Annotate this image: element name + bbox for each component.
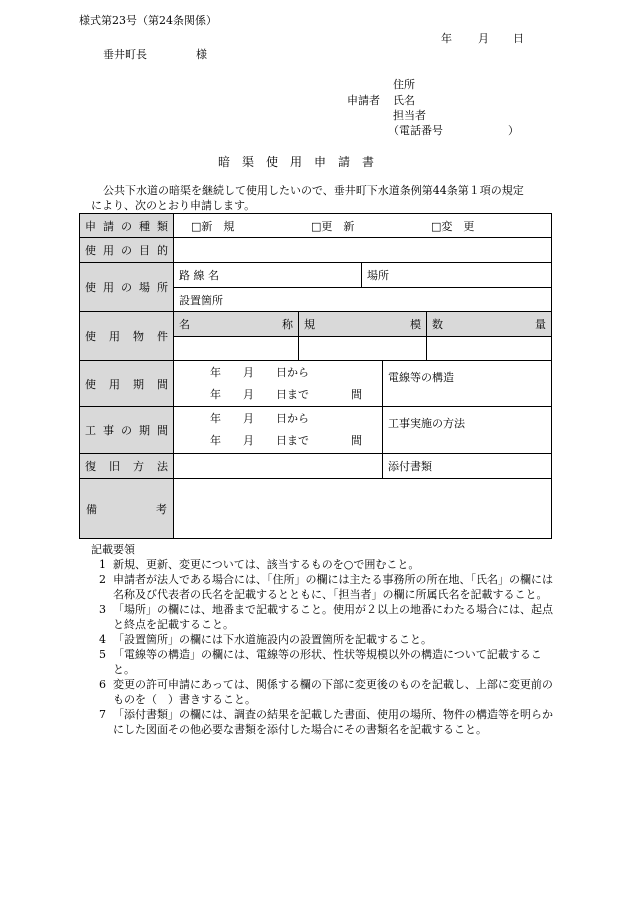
label-remarks-a: 備 xyxy=(86,502,97,516)
construction-period-from: 年 月 日から xyxy=(210,412,309,425)
header-quantity xyxy=(427,312,552,337)
instruction-item xyxy=(91,602,553,632)
label-remarks xyxy=(80,479,174,539)
instruction-number: 3 xyxy=(99,603,106,616)
checkbox-renew[interactable]: □更 新 xyxy=(311,219,355,233)
route-name-field[interactable] xyxy=(174,263,362,288)
row-construction-period xyxy=(80,407,552,454)
instruction-text: 申請者が法人である場合には、「住所」の欄には主たる事務所の所在地、「氏名」の欄には名称及び代表者の氏名を記載するとともに、「担当者」の欄に所属氏名を記載すること。 xyxy=(113,573,553,601)
row-application-type xyxy=(80,214,552,238)
applicant-phone-close: ） xyxy=(508,124,519,137)
header-name-b: 称 xyxy=(282,318,293,331)
row-property-header xyxy=(80,312,552,337)
label-property: 使用物件 xyxy=(80,312,174,361)
checkbox-new[interactable]: □新 規 xyxy=(191,219,235,233)
addressee-honorific: 様 xyxy=(196,48,207,61)
use-period-from: 年 月 日から xyxy=(210,365,309,379)
instruction-number: 2 xyxy=(99,573,106,586)
property-scale-field[interactable] xyxy=(299,337,427,361)
place-label: 場所 xyxy=(367,269,389,282)
row-purpose xyxy=(80,238,552,263)
purpose-field[interactable] xyxy=(174,238,552,263)
instruction-item xyxy=(91,677,553,707)
applicant-contact-label: 担当者 xyxy=(393,109,426,122)
row-location-1 xyxy=(80,263,552,288)
construction-method-label: 工事実施の方法 xyxy=(388,417,465,430)
instruction-number: 5 xyxy=(99,648,106,661)
property-quantity-field[interactable] xyxy=(427,337,552,361)
construction-period-suffix: 間 xyxy=(351,434,362,447)
instruction-text: 「設置箇所」の欄には下水道施設内の設置箇所を記載すること。 xyxy=(113,633,432,646)
instruction-item xyxy=(91,557,553,572)
instruction-item xyxy=(91,647,553,677)
instruction-text: 新規、更新、変更については、該当するものを○で囲むこと。 xyxy=(113,558,420,571)
application-form-table xyxy=(79,213,552,539)
checkbox-change[interactable]: □変 更 xyxy=(431,219,475,233)
use-period-to xyxy=(174,384,382,406)
instruction-number: 6 xyxy=(99,678,106,691)
label-restoration: 復旧方法 xyxy=(80,454,174,479)
label-use-period: 使用期間 xyxy=(80,361,174,407)
label-location: 使用の場所 xyxy=(80,263,174,312)
instructions-heading: 記載要領 xyxy=(91,543,135,556)
instruction-number: 1 xyxy=(99,558,106,571)
instruction-number: 7 xyxy=(99,708,106,721)
instruction-text: 「場所」の欄には、地番まで記載すること。使用が２以上の地番にわたる場合には、起点と終点を記載すること。 xyxy=(113,603,553,631)
row-restoration xyxy=(80,454,552,479)
header-scale-b: 模 xyxy=(410,318,421,331)
header-scale xyxy=(299,312,427,337)
use-period-suffix: 間 xyxy=(351,387,362,401)
label-construction-period: 工事の期間 xyxy=(80,407,174,454)
label-remarks-b: 考 xyxy=(156,502,167,516)
addressee: 垂井町長 xyxy=(103,48,147,61)
date-year: 年 xyxy=(441,32,452,45)
use-period-field[interactable] xyxy=(174,361,383,407)
applicant-phone-label: （電話番号 xyxy=(388,124,443,137)
form-number: 様式第23号（第24条関係） xyxy=(79,14,217,27)
header-quantity-b: 量 xyxy=(535,318,546,331)
construction-period-to-text: 年 月 日まで xyxy=(210,434,309,447)
instructions xyxy=(91,542,553,737)
document-title: 暗 渠 使 用 申 請 書 xyxy=(218,155,375,169)
date-month: 月 xyxy=(478,32,489,45)
label-purpose: 使用の目的 xyxy=(80,238,174,263)
install-location-field[interactable] xyxy=(174,288,552,312)
install-location-label: 設置箇所 xyxy=(179,293,223,307)
instruction-item xyxy=(91,632,553,647)
header-name-a: 名 xyxy=(179,318,190,331)
applicant-role: 申請者 xyxy=(347,94,380,107)
property-name-field[interactable] xyxy=(174,337,299,361)
instruction-item xyxy=(91,707,553,737)
wire-structure-field[interactable] xyxy=(383,361,552,407)
instruction-number: 4 xyxy=(99,633,106,646)
wire-structure-label: 電線等の構造 xyxy=(388,371,454,384)
construction-period-to xyxy=(174,430,382,452)
remarks-field[interactable] xyxy=(174,479,552,539)
place-field[interactable] xyxy=(362,263,552,288)
header-scale-a: 規 xyxy=(304,318,315,331)
header-quantity-a: 数 xyxy=(432,318,443,331)
label-application-type: 申請の種類 xyxy=(80,214,174,238)
instruction-item xyxy=(91,572,553,602)
instruction-text: 「添付書類」の欄には、調査の結果を記載した書面、使用の場所、物件の構造等を明らかにした図面その他必要な書類を添付した場合にその書類名を記載すること。 xyxy=(113,708,553,736)
attachments-label: 添付書類 xyxy=(388,460,432,473)
construction-period-field[interactable] xyxy=(174,407,383,454)
restoration-field[interactable] xyxy=(174,454,383,479)
row-use-period xyxy=(80,361,552,407)
attachments-field[interactable] xyxy=(383,454,552,479)
construction-method-field[interactable] xyxy=(383,407,552,454)
instruction-text: 「電線等の構造」の欄には、電線等の形状、性状等規模以外の構造について記載すること。 xyxy=(113,648,542,676)
applicant-address-label: 住所 xyxy=(393,78,415,91)
applicant-name-label: 氏名 xyxy=(393,94,415,107)
use-period-to-text: 年 月 日まで xyxy=(210,387,309,401)
intro-line-1: 公共下水道の暗渠を継続して使用したいので、垂井町下水道条例第44条第１項の規定 xyxy=(103,184,524,197)
intro-line-2: により、次のとおり申請します。 xyxy=(91,199,256,212)
route-name-label: 路 線 名 xyxy=(179,269,219,282)
date-day: 日 xyxy=(513,32,524,45)
instruction-text: 変更の許可申請にあっては、関係する欄の下部に変更後のものを記載し、上部に変更前のものを（ ）書きすること。 xyxy=(113,678,553,706)
application-type-options xyxy=(174,214,552,238)
header-name xyxy=(174,312,299,337)
row-remarks xyxy=(80,479,552,539)
